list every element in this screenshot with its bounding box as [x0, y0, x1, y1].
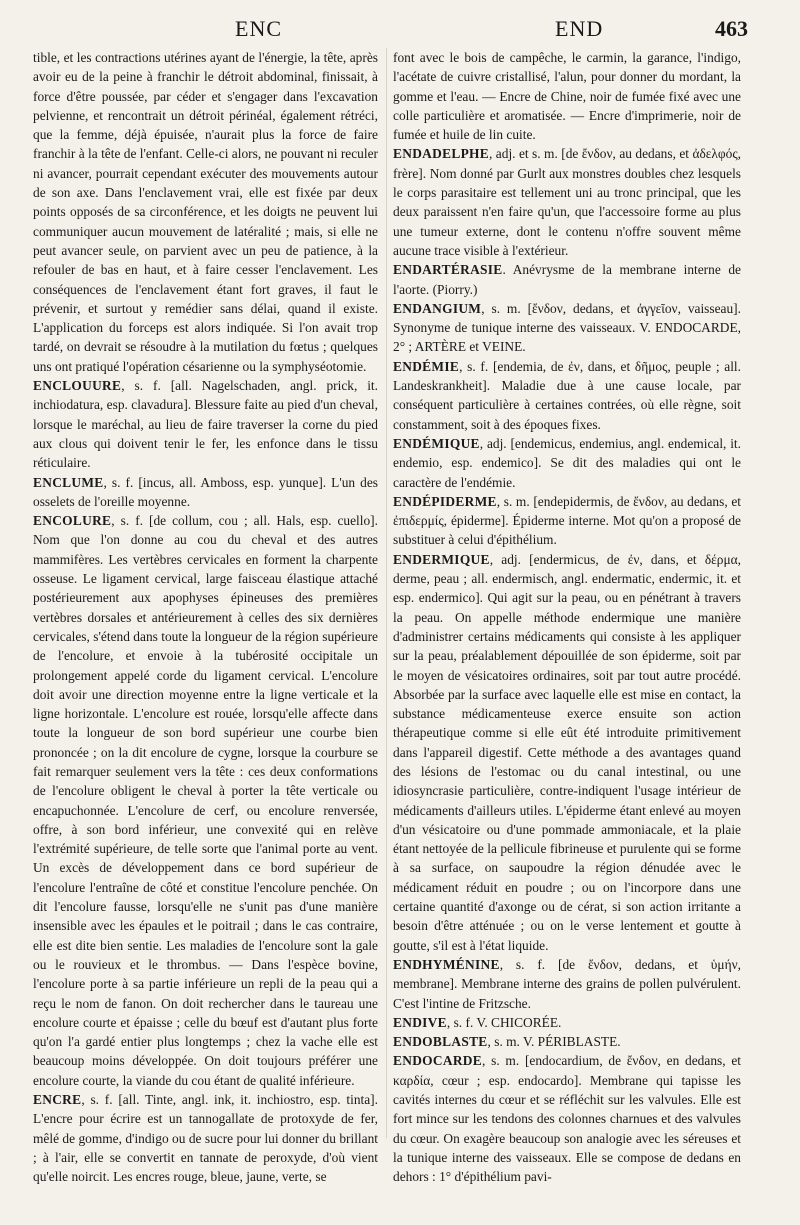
- headword: ENCLOUURE: [33, 378, 122, 394]
- entry: [393, 1013, 741, 1032]
- running-header: [0, 16, 800, 44]
- definition: , adj. et s. m. [de ἔνδον, au dedans, et ἀδελφός, frère]. Nom donné par Gurlt aux monstres doubles chez lesquels le corps parasitaire est tellement uni au tronc principal, que les deux paraissent n'en faire qu'un, que l'accessoire forme au plus une tumeur externe, dont le contenu n'offre souvent même aucune trace visible à l'extérieur.: [393, 146, 741, 258]
- definition: , s. f. [all. Tinte, angl. ink, it. inchiostro, esp. tinta]. L'encre pour écrire est un tannogallate de protoxyde de fer, mêlé de gomme, d'indigo ou de sucre pour lui donner du brillant ; à l'air, elle se convertit en tannate de peroxyde, d'où vient qu'elle noircit. Les encres rouge, bleue, jaune, verte, se: [33, 1092, 378, 1185]
- entry: [33, 511, 378, 1090]
- headword: ENCOLURE: [33, 513, 112, 529]
- entry: [33, 376, 378, 472]
- header-right-word: END: [555, 16, 604, 41]
- definition: , s. m. [endocardium, de ἔνδον, en dedans, et καρδία, cœur ; esp. endocardo]. Membrane qui tapisse les cavités internes du cœur et se réfléchit sur les valvules. Elle est fort mince sur les tendons des colonnes charnues et des valvules du cœur. On exagère beaucoup son analogie avec les séreuses et la tunique interne des vaisseaux. Elle se compose de dedans en dehors : 1° d'épithélium pavi-: [393, 1053, 741, 1185]
- headword: ENDÉMIE: [393, 358, 460, 374]
- page-number: 463: [715, 16, 748, 41]
- headword: ENDÉPIDERME: [393, 493, 497, 509]
- definition: . Anévrysme de la membrane interne de l'aorte. (Piorry.): [393, 262, 741, 297]
- definition: , adj. [endermicus, de ἐν, dans, et δέρμα, derme, peau ; all. endermisch, angl. endermatic, endermic, it. et esp. endermico]. Qui agit sur la peau, ou en pénétrant à travers la peau. On appelle méthode endermique une manière d'administrer certains médicaments qui consiste à les appliquer sur la peau, préalablement dépouillée de son épiderme, soit par le moyen de vésicatoires ordinaires, soit par tout autre procédé. Absorbée par la surface avec laquelle elle est mise en contact, la substance médicamenteuse exerce ensuite son action thérapeutique comme si elle eût été introduite primitivement dans l'appareil digestif. Cette méthode a des avantages quand des lésions de l'estomac ou du canal intestinal, ou une idiosyncrasie particulière, contre-indiquent l'usage intérieur de médicaments d'ailleurs utiles. L'épiderme étant enlevé au moyen d'un vésicatoire ou d'une pommade ammoniacale, et la plaie étant nettoyée de la pellicule fibrineuse et purulente qui se forme à sa surface, on saupoudre la région dénudée avec le médicament réduit en poudre ; ou on l'incorpore dans une certaine quantité d'axonge ou de cérat, si son action irritante a besoin d'être atténuée ; ou on le verse lentement et goutte à goutte, s'il est à l'état liquide.: [393, 551, 741, 953]
- right-column: [393, 48, 741, 1187]
- continued-text: tible, et les contractions utérines ayant de l'énergie, la tête, après avoir eu de la peine à franchir le détroit abdominal, finissait, à force d'être poussée, par céder et s'engager dans l'excavation pelvienne, et rencontrait un détroit périnéal, également rétréci, que la femme, déjà épuisée, n'aurait plus la force de faire franchir à la tête de l'enfant. Celle-ci alors, ne pouvant ni reculer ni avancer, pourrait cependant exécuter des mouvements autour de son axe. Dans l'enclavement vrai, elle est fixée par deux points opposés de sa circonférence, et les doigts ne peuvent lui communiquer aucun mouvement de latéralité ; mais, si elle ne peut avancer seule, on parvient avec un peu de patience, à la refouler de bas en haut, et à faire cesser l'enclavement. Les conséquences de l'enclavement étant fort graves, il faut le prévenir, et surtout y remédier sans délai, quand il existe. L'application du forceps est alors indiquée. Si l'on avait trop tardé, on devrait se résoudre à la mutilation du fœtus ; quelques uns ont pratiqué l'opération césarienne ou la symphyséotomie.: [33, 50, 378, 374]
- headword: ENDHYMÉNINE: [393, 956, 500, 972]
- definition: , s. m. [endepidermis, de ἔνδον, au dedans, et ἐπιδερμίς, épiderme]. Épiderme interne. Mot qu'on a proposé de substituer à celui d'épithélium.: [393, 493, 741, 548]
- entry: [393, 144, 741, 260]
- definition: , s. m. [ἔνδον, dedans, et ἀγγεῖον, vaisseau]. Synonyme de tunique interne des vaisseaux. V. ENDOCARDE, 2° ; ARTÈRE et VEINE.: [393, 300, 741, 355]
- definition: , s. f. [incus, all. Amboss, esp. yunque]. L'un des osselets de l'oreille moyenne.: [33, 474, 378, 509]
- column-divider: [386, 48, 387, 1138]
- headword: ENDANGIUM: [393, 300, 482, 316]
- headword: ENDERMIQUE: [393, 551, 490, 567]
- definition: , s. f. [de ἔνδον, dedans, et ὑμήν, membrane]. Membrane interne des grains de pollen pulvérulent. C'est l'intine de Fritzsche.: [393, 956, 741, 1011]
- entry: [393, 299, 741, 357]
- headword: ENDOCARDE: [393, 1053, 483, 1069]
- headword: ENDADELPHE: [393, 146, 490, 162]
- entry: [33, 1090, 378, 1186]
- entry: [33, 473, 378, 512]
- headword: ENDÉMIQUE: [393, 435, 480, 451]
- headword: ENCRE: [33, 1092, 82, 1108]
- headword: ENDOBLASTE: [393, 1034, 488, 1050]
- header-left-word: ENC: [235, 16, 282, 41]
- entry: [393, 260, 741, 299]
- definition: , s. f. [all. Nagelschaden, angl. prick, it. inchiodatura, esp. clavadura]. Blessure faite au pied d'un cheval, lorsque le maréchal, au lieu de faire traverser la corne du pied aux clous qui doivent tenir le fer, les enfonce dans le tissu réticulaire.: [33, 378, 378, 471]
- definition: , s. m. V. PÉRIBLASTE.: [487, 1034, 621, 1050]
- entry: [393, 492, 741, 550]
- headword: ENDIVE: [393, 1014, 447, 1030]
- definition: , s. f. V. CHICORÉE.: [446, 1014, 562, 1030]
- entry: [393, 1051, 741, 1186]
- entry: [393, 357, 741, 434]
- entry: [393, 1032, 741, 1051]
- definition: , s. f. [de collum, cou ; all. Hals, esp. cuello]. Nom que l'on donne au cou du cheval et des autres mammifères. Les vertèbres cervicales en forment la charpente osseuse. Le ligament cervical, large faisceau élastique attaché postérieurement aux apophyses épineuses des premières vertèbres dorsales et antérieurement à celles des six dernières cervicales, s'étend dans toute la longueur de la région supérieure de l'encolure, et envoie à la tubérosité occipitale un prolongement appelé corde du ligament cervical. L'encolure doit avoir une direction moyenne entre la ligne verticale et la ligne horizontale. L'encolure est rouée, lorsqu'elle affecte dans toute la longueur de son bord supérieur une courbe bien prononcée ; on la dit encolure de cygne, lorsque la courbure se fait remarquer seulement vers la tête : ces deux conformations de l'encolure obligent le cheval à porter la tête verticale ou encapuchonnée. L'encolure de cerf, ou encolure renversée, offre, à son bord inférieur, une convexité qui en relève l'extrémité supérieure, de telle sorte que l'animal porte au vent. Un excès de développement dans ce bord supérieur de l'encolure l'entraîne de côté et constitue l'encolure penchée. On dit l'encolure fausse, lorsqu'elle ne s'unit pas d'une manière insensible avec les épaules et le poitrail ; dans le cas contraire, elle est dite bien sentie. Les maladies de l'encolure sont la gale ou le rouvieux et le thrombus. — Dans l'espèce bovine, l'encolure porte à sa partie inférieure un repli de la peau qui a reçu le nom de fanon. On doit rechercher dans le taureau une encolure courte et épaisse ; celle du bœuf est d'autant plus forte qu'on l'a gardé entier plus longtemps ; chez la vache elle est beaucoup moins développée. On doit toujours préférer une encolure courte, la viande du cou étant de qualité inférieure.: [33, 513, 378, 1088]
- entry: [393, 434, 741, 492]
- definition: , adj. [endemicus, endemius, angl. endemical, it. endemio, esp. endemico]. Se dit des maladies qui ont le caractère de l'endémie.: [393, 435, 741, 490]
- entry: [393, 955, 741, 1013]
- definition: , s. f. [endemia, de ἐν, dans, et δῆμος, peuple ; all. Landeskrankheit]. Maladie due à une cause locale, par conséquent particulière à certaines contrées, où elle règne, soit constamment, soit à des époques fixes.: [393, 358, 741, 432]
- headword: ENDARTÉRASIE: [393, 262, 503, 278]
- entry: [393, 550, 741, 955]
- continued-text: font avec le bois de campêche, le carmin, la garance, l'indigo, l'acétate de cuivre cristallisé, l'alun, pour donner du mordant, la gomme et l'eau. — Encre de Chine, noir de fumée fixé avec une colle particulière et aromatisée. — Encre d'imprimerie, noir de fumée et huile de lin cuite.: [393, 50, 741, 143]
- headword: ENCLUME: [33, 474, 104, 490]
- left-column: [33, 48, 378, 1187]
